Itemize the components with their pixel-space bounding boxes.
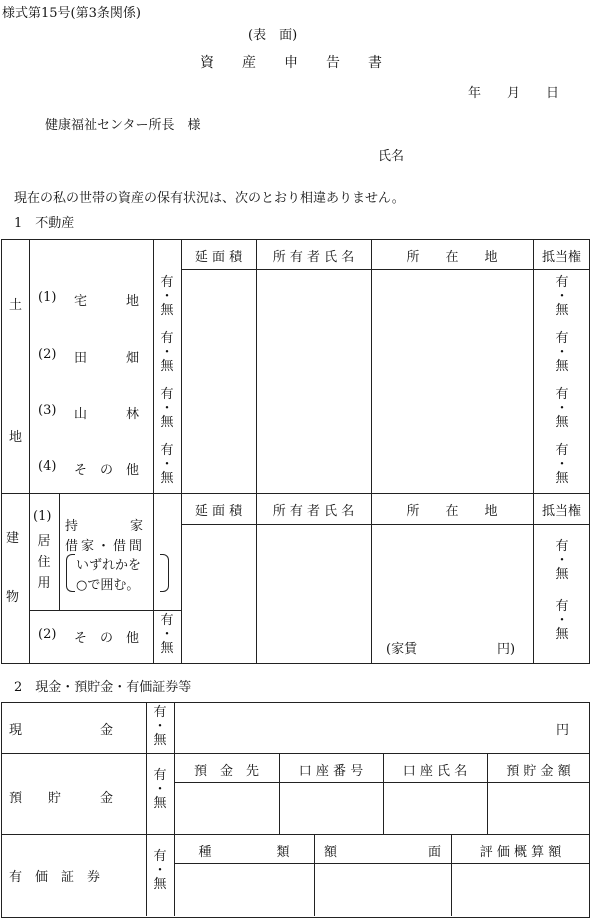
header-floor-area: 延 面 積 [194, 250, 243, 265]
building-other: そ の 他 [74, 631, 140, 646]
header-line [174, 782, 590, 783]
yes-no-mark[interactable]: 有 ・ 無 [160, 331, 174, 374]
form-number: 様式第15号(第3条関係) [2, 6, 141, 21]
header-account-number: 口 座 番 号 [298, 764, 364, 779]
column-line [174, 702, 175, 916]
yes-no-mark[interactable]: 有 ・ 無 [160, 613, 174, 656]
mortgage-yes-no[interactable]: 有 ・ 無 [555, 539, 569, 582]
savings-label: 預 貯 金 [9, 791, 114, 806]
section1-title: 1 不動産 [14, 216, 75, 231]
name-label: 氏名 [378, 149, 405, 164]
building-label-top: 建 [6, 531, 20, 546]
row-line [1, 834, 590, 835]
cash-label: 現 金 [9, 723, 114, 738]
row-line [29, 610, 181, 611]
header-bank: 預 金 先 [193, 764, 259, 779]
header-line [181, 524, 590, 525]
header-location: 所 在 地 [406, 504, 498, 519]
row-line [1, 753, 590, 754]
land-item-num: (1) [38, 290, 57, 305]
header-mortgage: 抵当権 [541, 504, 581, 519]
yes-no-mark[interactable]: 有 ・ 無 [160, 443, 174, 486]
rent-suffix: 円) [497, 642, 516, 657]
securities-label: 有 価 証 券 [9, 870, 101, 885]
rent-prefix: (家賃 [386, 642, 418, 657]
header-floor-area: 延 面 積 [194, 504, 243, 519]
column-line [59, 493, 60, 610]
residence-label: 居 住 用 [37, 534, 51, 591]
land-item-num: (4) [38, 459, 57, 474]
header-estimated-value: 評 価 概 算 額 [479, 845, 562, 860]
statement: 現在の私の世帯の資産の保有状況は、次のとおり相違ありません。 [14, 191, 405, 206]
header-security-type: 種 類 [198, 845, 290, 860]
mortgage-yes-no[interactable]: 有 ・ 無 [555, 599, 569, 642]
table-divider [1, 493, 590, 494]
header-face-value: 額 面 [323, 845, 441, 860]
mortgage-yes-no[interactable]: 有 ・ 無 [555, 443, 569, 486]
date-line: 年 月 日 [468, 86, 560, 101]
column-line [181, 239, 182, 664]
building-label-bottom: 物 [6, 590, 20, 605]
residence-note-2: ○で囲む。 [76, 578, 140, 593]
land-item-num: (2) [38, 347, 57, 362]
land-item-num: (3) [38, 403, 57, 418]
building-other-num: (2) [38, 627, 57, 642]
yes-no-mark[interactable]: 有 ・ 無 [153, 705, 167, 748]
column-line [153, 239, 154, 664]
section2-title: 2 現金・預貯金・有価証券等 [14, 680, 192, 695]
bracket-right [160, 554, 169, 592]
side-label: (表 面) [248, 28, 298, 43]
header-owner-name: 所 有 者 氏 名 [272, 250, 355, 265]
yes-no-mark[interactable]: 有 ・ 無 [153, 768, 167, 811]
residence-num: (1) [33, 509, 52, 524]
cash-yen: 円 [556, 723, 570, 738]
mortgage-yes-no[interactable]: 有 ・ 無 [555, 275, 569, 318]
header-owner-name: 所 有 者 氏 名 [272, 504, 355, 519]
yes-no-mark[interactable]: 有 ・ 無 [153, 849, 167, 892]
document-title: 資 産 申 告 書 [200, 55, 382, 71]
land-label-top: 土 [9, 298, 23, 313]
header-location: 所 在 地 [406, 250, 498, 265]
residence-note-1: いずれかを [76, 558, 142, 573]
residence-own[interactable]: 持 家 [65, 519, 144, 534]
header-balance: 預 貯 金 額 [506, 764, 571, 779]
yes-no-mark[interactable]: 有 ・ 無 [160, 387, 174, 430]
column-line [256, 239, 257, 664]
header-line [181, 269, 590, 270]
column-line [146, 702, 147, 916]
header-mortgage: 抵当権 [541, 250, 581, 265]
header-line [174, 863, 590, 864]
header-account-name: 口 座 氏 名 [402, 764, 468, 779]
column-line [29, 239, 30, 664]
column-line [371, 239, 372, 664]
column-line [533, 239, 534, 664]
addressee: 健康福祉センター所長 様 [45, 118, 201, 133]
land-item-farmland: 田 畑 [74, 351, 140, 366]
bracket-left [66, 554, 75, 592]
land-item-other: そ の 他 [74, 463, 140, 478]
mortgage-yes-no[interactable]: 有 ・ 無 [555, 387, 569, 430]
residence-rent[interactable]: 借家・借間 [65, 539, 146, 554]
land-item-forest: 山 林 [74, 407, 140, 422]
land-item-residential: 宅 地 [74, 294, 140, 309]
land-label-bottom: 地 [9, 430, 23, 445]
yes-no-mark[interactable]: 有 ・ 無 [160, 275, 174, 318]
mortgage-yes-no[interactable]: 有 ・ 無 [555, 331, 569, 374]
